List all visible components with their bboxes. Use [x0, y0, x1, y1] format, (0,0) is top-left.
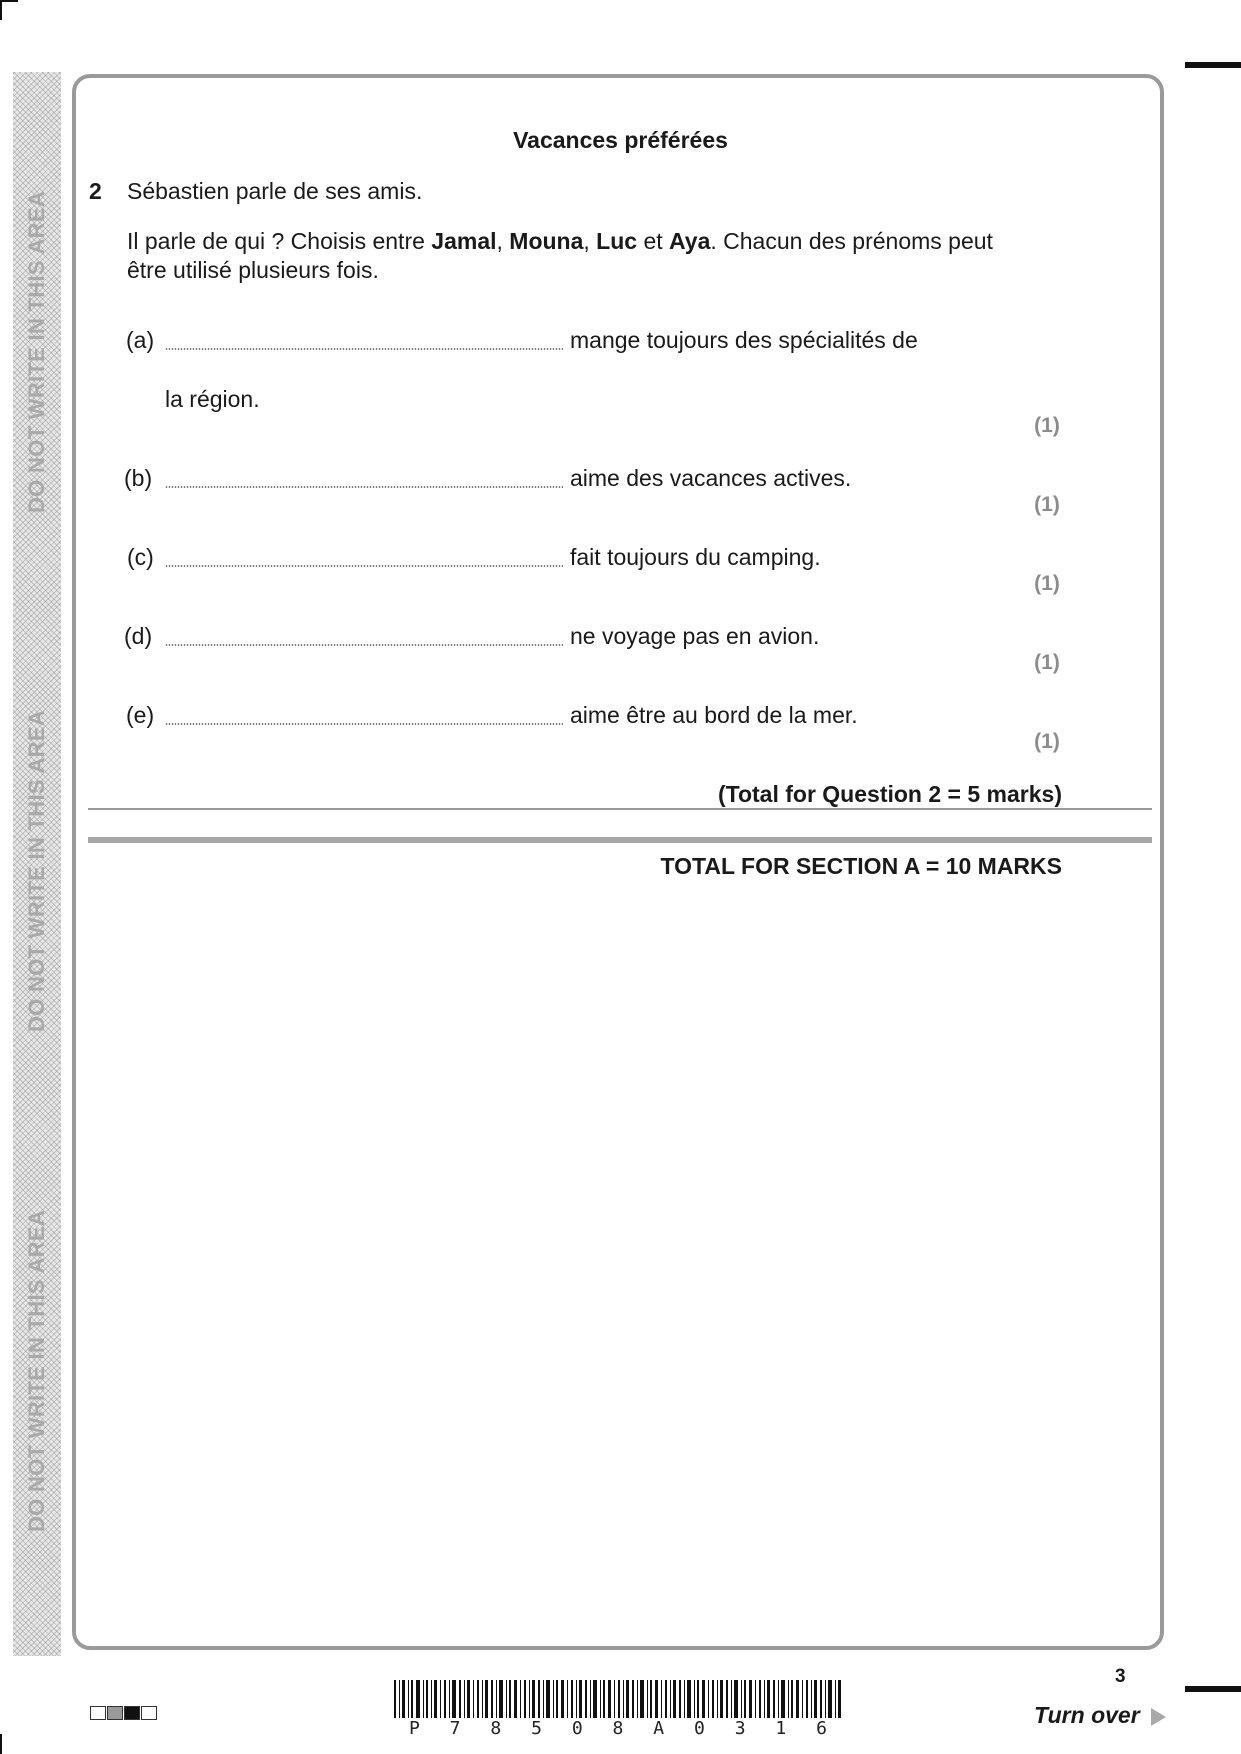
item-text-c: fait toujours du camping.: [570, 544, 821, 570]
edge-bar-bottom: [1185, 1686, 1241, 1692]
answer-line-a[interactable]: [165, 348, 563, 350]
mark-a: (1): [1034, 414, 1060, 437]
crop-mark-top-left: [0, 0, 2, 20]
answer-line-c[interactable]: [165, 565, 563, 567]
question-intro: Sébastien parle de ses amis.: [127, 178, 423, 204]
name-luc: Luc: [596, 228, 638, 254]
page-number: 3: [1115, 1666, 1126, 1687]
mark-c: (1): [1034, 572, 1060, 595]
question-number: 2: [89, 178, 102, 204]
answer-line-e[interactable]: [165, 723, 563, 725]
item-label-b: (b): [124, 465, 153, 491]
name-aya: Aya: [669, 228, 711, 254]
barcode-digits: P 7 8 5 0 8 A 0 3 1 6: [408, 1718, 827, 1739]
item-text-a: mange toujours des spécialités de: [570, 327, 918, 353]
page-position-boxes: [90, 1706, 158, 1725]
question-instruction-line2: être utilisé plusieurs fois.: [127, 257, 379, 283]
name-jamal: Jamal: [431, 228, 497, 254]
name-mouna: Mouna: [509, 228, 584, 254]
play-arrow-icon: [1151, 1708, 1166, 1726]
item-label-c: (c): [127, 544, 154, 570]
page-heading: Vacances préférées: [513, 127, 728, 153]
box-grey-icon: [107, 1706, 123, 1720]
turn-over-label: Turn over: [1034, 1702, 1140, 1728]
box-empty-icon: [141, 1706, 157, 1720]
crop-mark-bottom-left: [0, 1734, 2, 1754]
mark-d: (1): [1034, 651, 1060, 674]
item-continuation-a: la région.: [165, 386, 260, 412]
item-label-d: (d): [124, 623, 153, 649]
box-black-icon: [124, 1706, 140, 1720]
item-text-b: aime des vacances actives.: [570, 465, 852, 491]
answer-line-d[interactable]: [165, 644, 563, 646]
section-divider: [88, 837, 1152, 843]
question-divider: [88, 808, 1152, 810]
item-label-e: (e): [126, 702, 155, 728]
item-text-d: ne voyage pas en avion.: [570, 623, 820, 649]
mark-b: (1): [1034, 493, 1060, 516]
box-empty-icon: [90, 1706, 106, 1720]
section-total: TOTAL FOR SECTION A = 10 MARKS: [660, 853, 1062, 879]
question-total: (Total for Question 2 = 5 marks): [717, 781, 1062, 807]
question-instruction: Il parle de qui ? Choisis entre Jamal, Mouna, Luc et Aya. Chacun des prénoms peut: [127, 228, 993, 254]
edge-bar-top: [1185, 62, 1241, 68]
answer-line-b[interactable]: [165, 486, 563, 488]
mark-e: (1): [1034, 730, 1060, 753]
crop-mark-top-left-h: [0, 0, 18, 2]
item-label-a: (a): [126, 327, 155, 353]
item-text-e: aime être au bord de la mer.: [570, 702, 858, 728]
barcode: [394, 1680, 842, 1718]
